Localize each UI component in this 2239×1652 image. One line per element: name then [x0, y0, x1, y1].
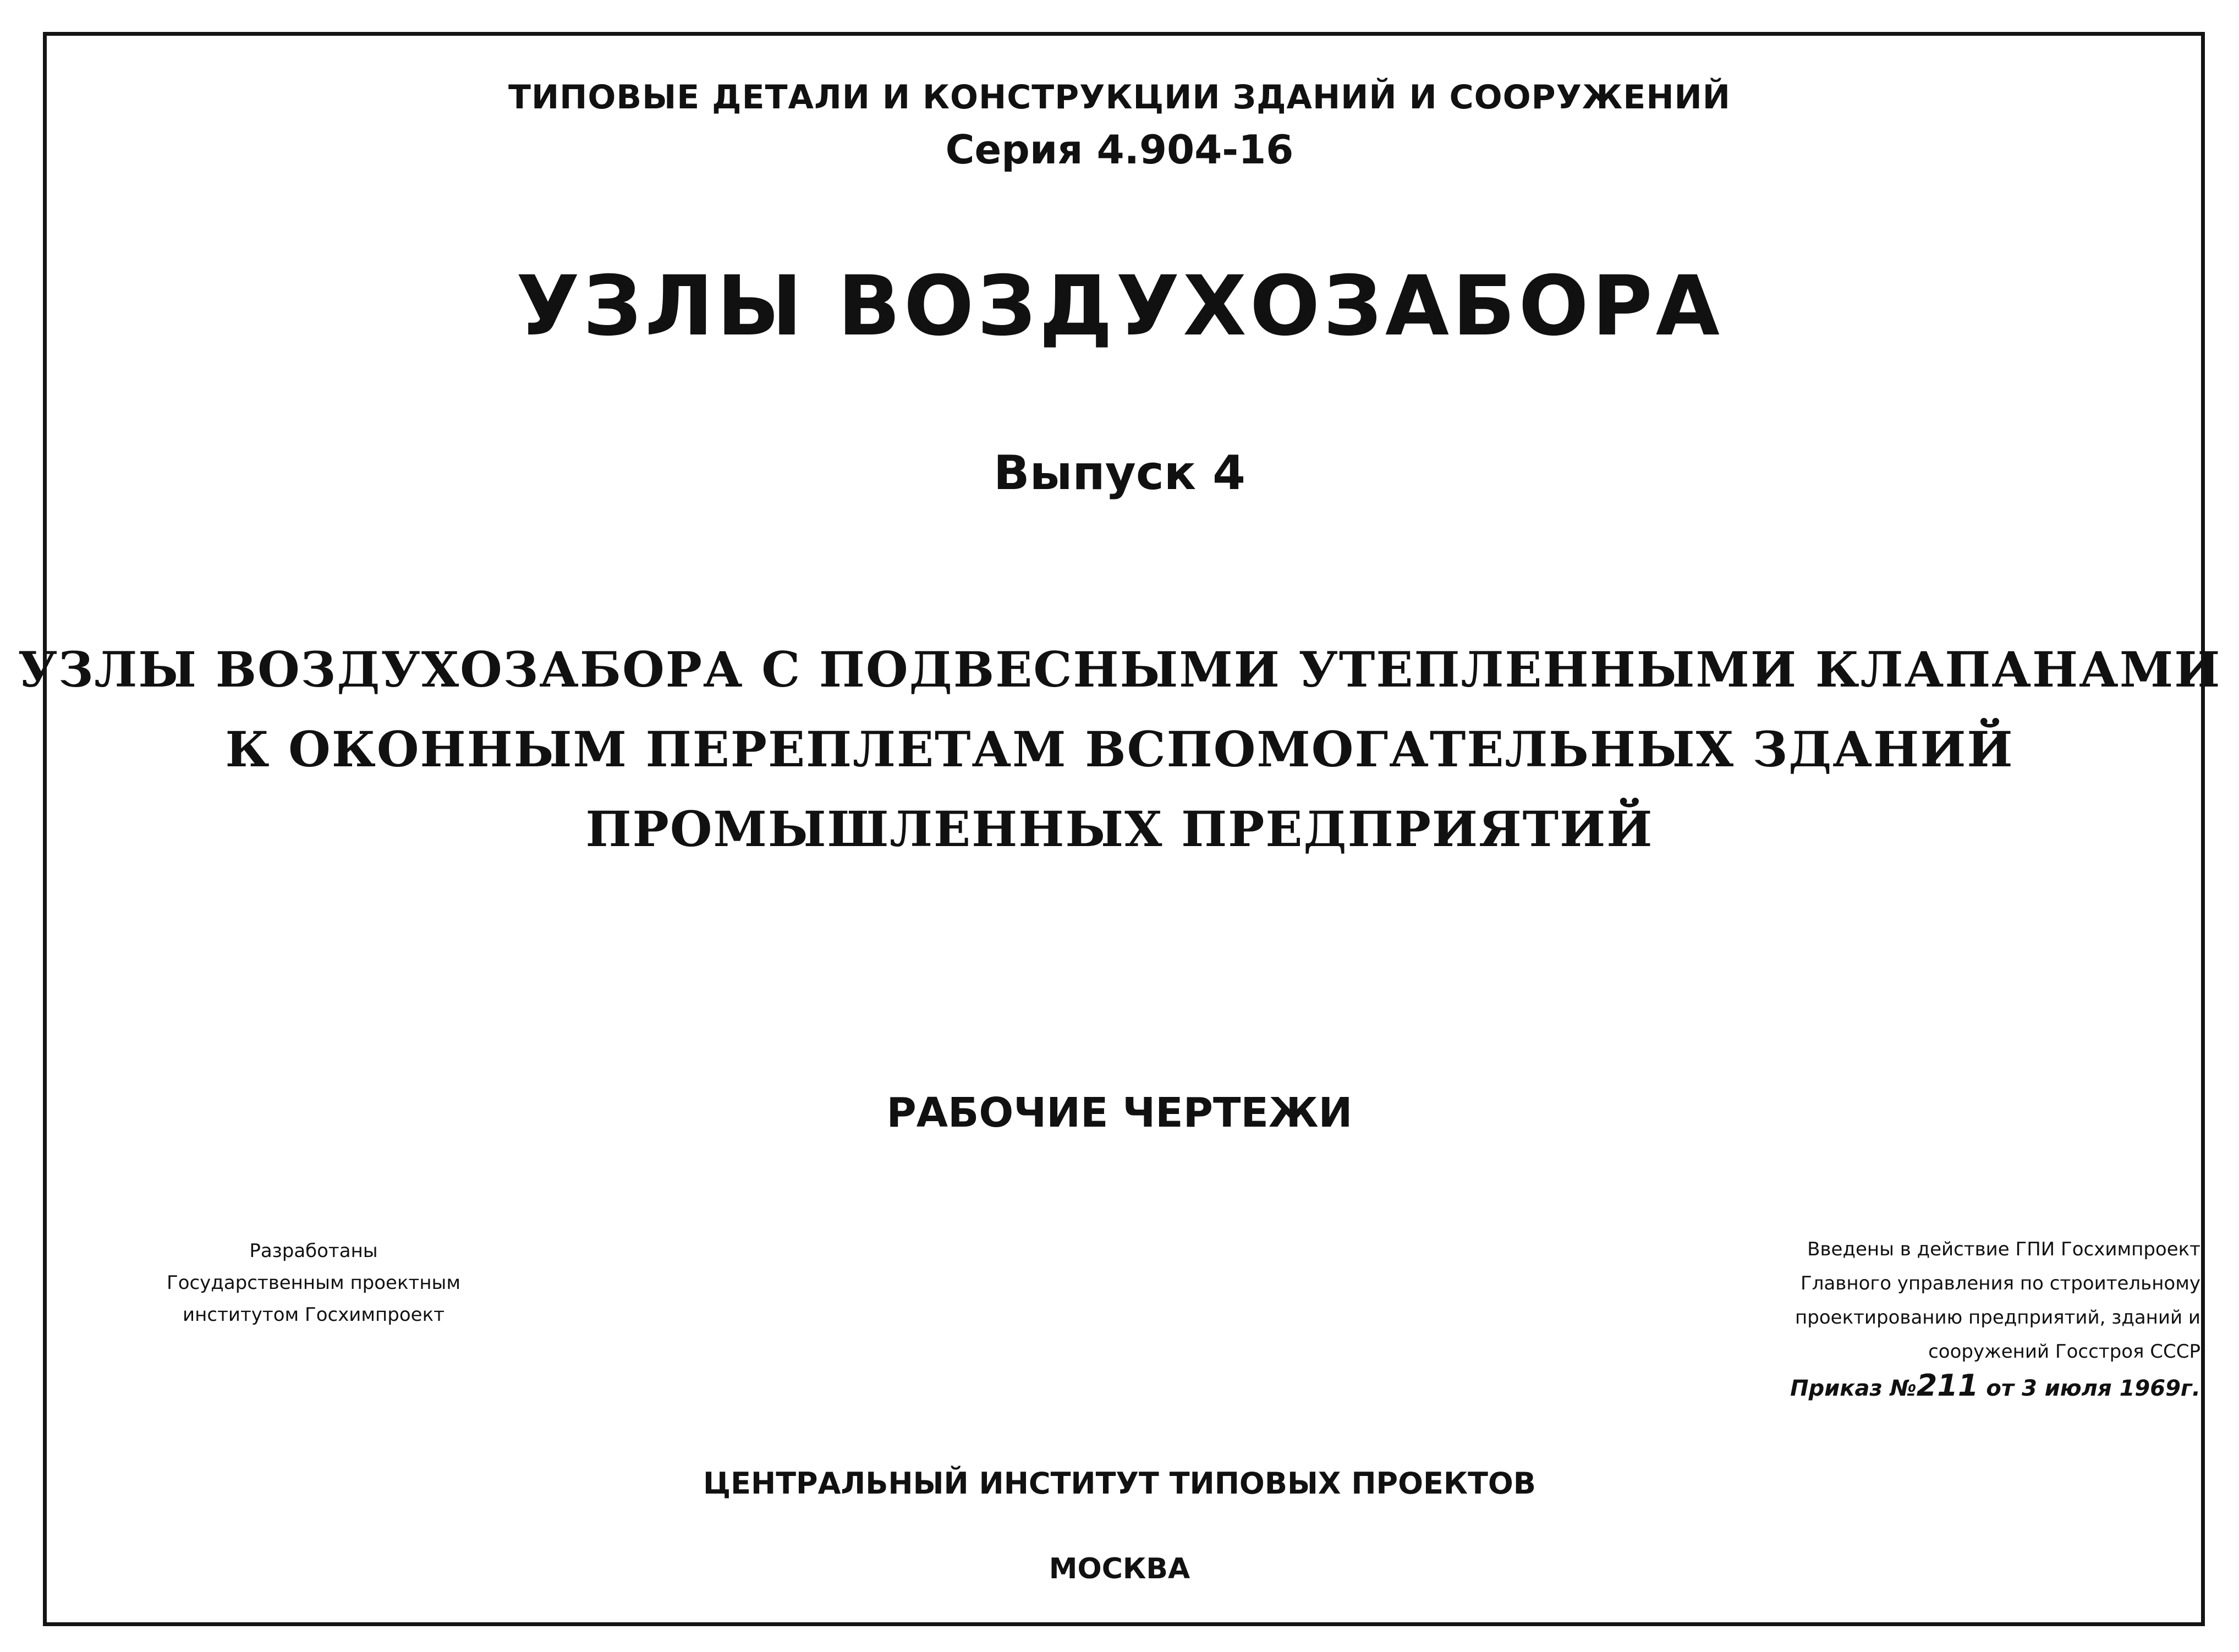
approval-block — [1595, 1232, 2200, 1406]
main-title: УЗЛЫ ВОЗДУХОЗАБОРА — [516, 259, 1723, 354]
developer-block — [105, 1235, 523, 1331]
approval-line-3: проектированию предприятий, зданий и — [1795, 1307, 2200, 1329]
order-prefix: Приказ № — [1790, 1376, 1917, 1401]
series-title: ТИПОВЫЕ ДЕТАЛИ И КОНСТРУКЦИИ ЗДАНИЙ И СООРУЖЕНИЙ — [508, 78, 1731, 117]
approval-order — [1595, 1369, 2200, 1406]
subtitle-line-2: К ОКОННЫМ ПЕРЕПЛЕТАМ ВСПОМОГАТЕЛЬНЫХ ЗДАНИЙ — [225, 721, 2014, 778]
order-date: от 3 июля 1969г. — [1986, 1376, 2200, 1401]
series-number: Серия 4.904-16 — [945, 127, 1294, 173]
approval-line-1: Введены в действие ГПИ Госхимпроект — [1807, 1238, 2200, 1260]
developer-line-3: институтом Гоcхимпроект — [183, 1304, 444, 1326]
developer-line-2: Государственным проектным — [166, 1272, 461, 1294]
order-number: 211 — [1916, 1368, 1979, 1403]
issue-number: Выпуск 4 — [994, 446, 1245, 501]
publisher-city: МОСКВА — [1049, 1552, 1190, 1585]
subtitle-line-3: ПРОМЫШЛЕННЫХ ПРЕДПРИЯТИЙ — [585, 800, 1654, 858]
developer-line-1: Разработаны — [249, 1240, 378, 1262]
subtitle-line-1: УЗЛЫ ВОЗДУХОЗАБОРА С ПОДВЕСНЫМИ УТЕПЛЕННЫМИ КЛАПАНАМИ — [18, 641, 2221, 698]
approval-line-4: сооружений Госстроя СССР — [1928, 1341, 2200, 1363]
publisher-name: ЦЕНТРАЛЬНЫЙ ИНСТИТУТ ТИПОВЫХ ПРОЕКТОВ — [703, 1466, 1536, 1501]
approval-line-2: Главного управления по строительному — [1801, 1272, 2200, 1294]
document-type: РАБОЧИЕ ЧЕРТЕЖИ — [886, 1089, 1353, 1137]
